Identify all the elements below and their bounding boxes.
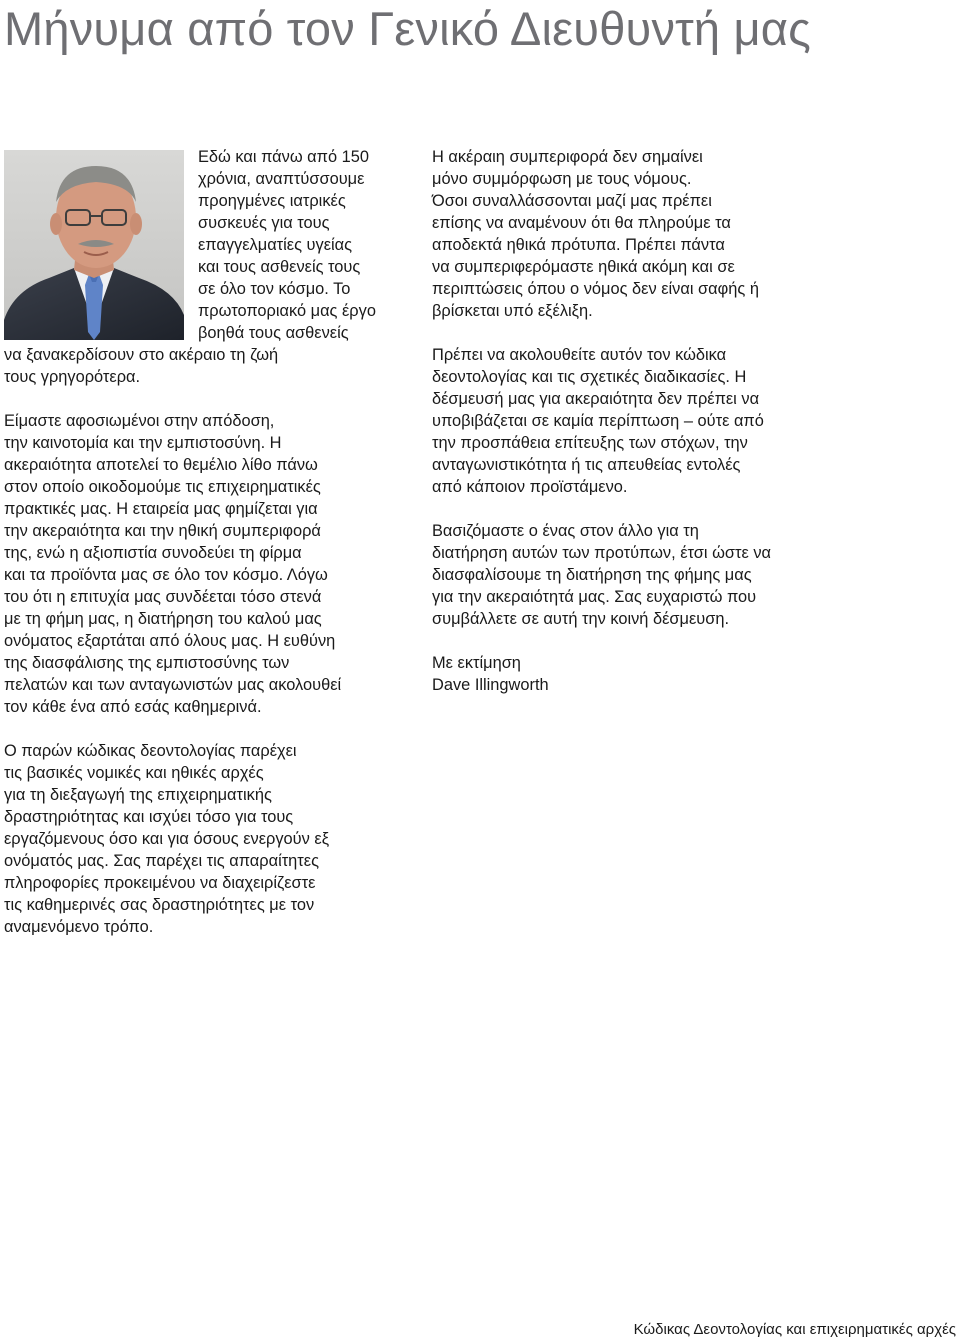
ethics-paragraph: Η ακέραιη συμπεριφορά δεν σημαίνει μόνο συμμόρφωση με τους νόμους. Όσοι συναλλάσσονται μαζί μας πρέπει επίσης να αναμένουν ότι θα πληρούμε τα αποδεκτά ηθικά πρότυπα. Πρέπει πάντα να συμπεριφερόμαστε ηθικά ακόμη και σε περιπτώσεις όπου ο νόμος δεν είναι σαφής ή βρίσκεται υπό εξέλιξη.: [432, 148, 759, 320]
compliance-paragraph: Πρέπει να ακολουθείτε αυτόν τον κώδικα δεοντολογίας και τις σχετικές διαδικασίες. Η δέσμευσή μας για ακεραιότητα δεν πρέπει να υποβιβάζεται σε καμία περίπτωση – ούτε από την προσπάθεια επίτευξης των στόχων, την ανταγωνιστικότητα ή τις απευθείας εντολές από κάποιον προϊστάμενο.: [432, 346, 764, 496]
left-column: [4, 146, 414, 938]
document-footer: Κώδικας Δεοντολογίας και επιχειρηματικές αρχές: [633, 1321, 956, 1338]
signatory-name: Dave Illingworth: [432, 676, 549, 694]
code-scope-paragraph: Ο παρών κώδικας δεοντολογίας παρέχει τις βασικές νομικές και ηθικές αρχές για τη διεξαγωγή της επιχειρηματικής δραστηριότητας και ισχύει τόσο για τους εργαζόμενους όσο και για όσους ενεργούν εξ ονόματός μας. Σας παρέχει τις απαραίτητες πληροφορίες προκειμένου να διαχειρίζεστε τις καθημερινές σας δραστηριότητες με τον αναμενόμενο τρόπο.: [4, 742, 330, 936]
commitment-paragraph: Βασιζόμαστε ο ένας στον άλλο για τη διατήρηση αυτών των προτύπων, έτσι ώστε να διασφαλίσουμε τη διατήρηση της φήμης μας για την ακεραιότητά μας. Σας ευχαριστώ που συμβάλλετε σε αυτή την κοινή δέσμευση.: [432, 522, 771, 628]
closing-salutation: Με εκτίμηση: [432, 654, 521, 672]
intro-paragraph: Εδώ και πάνω από 150 χρόνια, αναπτύσσουμε προηγμένες ιατρικές συσκευές για τους επαγγελματίες υγείας και τους ασθενείς τους σε όλο τον κόσμο. Το πρωτοποριακό μας έργο βοηθά τους ασθενείς να ξανακερδίσουν στο ακέραιο τη ζωή τους γρηγορότερα.: [4, 148, 376, 386]
page-title: Μήνυμα από τον Γενικό Διευθυντή μας: [4, 2, 812, 55]
signature-block: [432, 652, 872, 696]
right-column: [432, 146, 872, 696]
integrity-paragraph: Είμαστε αφοσιωμένοι στην απόδοση, την καινοτομία και την εμπιστοσύνη. Η ακεραιότητα αποτελεί το θεμέλιο λίθο πάνω στον οποίο οικοδομούμε τις επιχειρηματικές πρακτικές μας. Η εταιρεία μας φημίζεται για την ακεραιότητα και την ηθική συμπεριφορά της, ενώ η αξιοπιστία συνοδεύει τη φίρμα και τα προϊόντα μας σε όλο τον κόσμο. Λόγω του ότι η επιτυχία μας συνδέεται τόσο στενά με τη φήμη μας, η διατήρηση του καλού μας ονόματος εξαρτάται από όλους μας. Η ευθύνη της διασφάλισης της εμπιστοσύνης των πελατών και των ανταγωνιστών μας ακολουθεί τον κάθε ένα από εσάς καθημερινά.: [4, 412, 342, 716]
ceo-portrait: [4, 150, 184, 340]
